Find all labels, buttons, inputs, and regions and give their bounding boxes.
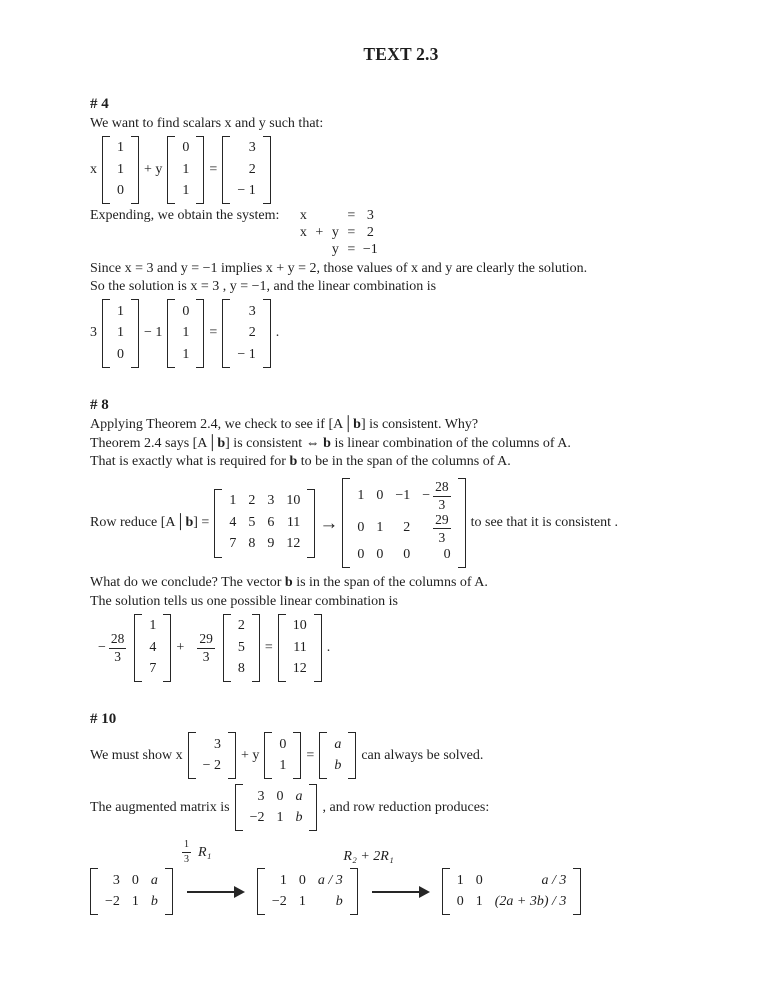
- matrix-cell: 1: [475, 894, 483, 910]
- arrow-right-icon: [372, 891, 428, 893]
- matrix-cell: 1: [229, 493, 237, 509]
- matrix-cell: 12: [286, 536, 301, 552]
- bracket-left-icon: [223, 614, 231, 683]
- bracket-left-icon: [214, 489, 222, 558]
- bracket-left-icon: [222, 299, 230, 368]
- matrix-cell: +: [315, 225, 324, 241]
- fraction: [109, 632, 127, 664]
- problem-4-system: [90, 208, 712, 258]
- matrix-cell: [311, 242, 327, 259]
- matrix-cell: 0: [456, 894, 464, 910]
- matrix-grid: [175, 135, 196, 206]
- matrix-cell: 0: [443, 547, 451, 563]
- matrix-cell: 1: [279, 758, 287, 774]
- matrix-grid: [230, 135, 262, 206]
- row-operation-labels: [90, 840, 712, 865]
- bracket-left-icon: [319, 732, 327, 779]
- matrix-cell: −2: [249, 810, 265, 826]
- matrix-cell: 7: [149, 661, 157, 677]
- matrix-cell: =: [347, 208, 356, 224]
- matrix-cell: 1: [182, 325, 190, 341]
- section-problem-10: [90, 710, 712, 916]
- matrix-cell: a / 3: [541, 872, 567, 888]
- bracket-left-icon: [222, 136, 230, 205]
- matrix-cell: 1: [117, 161, 124, 177]
- matrix-cell: [176, 840, 198, 865]
- bracket-left-icon: [167, 299, 175, 368]
- fraction-sign: −: [422, 487, 431, 503]
- matrix-cell: =: [347, 241, 356, 257]
- bracket-right-icon: [196, 136, 204, 205]
- bracket-left-icon: [342, 478, 350, 568]
- problem-4-vector-equation: [90, 135, 712, 206]
- matrix-cell: a: [150, 872, 158, 888]
- matrix-grid: [222, 488, 307, 559]
- matrix-cell: [416, 480, 456, 512]
- matrix-cell: 0: [279, 736, 287, 752]
- fraction-sign: −: [98, 639, 106, 655]
- equals-sign: =: [209, 161, 218, 177]
- problem-10-heading: # 10: [90, 711, 117, 728]
- bracket-left-icon: [102, 136, 110, 205]
- matrix-cell: 1: [276, 810, 284, 826]
- period: .: [326, 639, 331, 655]
- problem-4-heading: # 4: [90, 96, 109, 112]
- bracket-left-icon: [167, 136, 175, 205]
- matrix-cell: 0: [182, 303, 190, 319]
- bracket-left-icon: [102, 299, 110, 368]
- matrix-cell: 0: [117, 346, 124, 362]
- matrix-cell: −2: [105, 894, 120, 910]
- matrix-grid: [295, 208, 381, 258]
- matrix-cell: 0: [475, 872, 483, 888]
- matrix-cell: 0: [376, 547, 384, 563]
- section-problem-4: [90, 95, 712, 369]
- matrix-grid: [286, 613, 314, 684]
- matrix-cell: −1: [362, 241, 378, 257]
- matrix-cell: a: [295, 788, 303, 804]
- fraction-coefficient: [92, 632, 132, 664]
- one-third-fraction: [176, 840, 198, 865]
- problem-8-conclusion-line: What do we conclude? The vector b is in the span of the columns of A.: [90, 575, 488, 591]
- bracket-right-icon: [263, 136, 271, 205]
- matrix-grid: [272, 731, 293, 780]
- bracket-right-icon: [309, 784, 317, 831]
- scalar-x-label: x: [90, 161, 97, 177]
- matrix-cell: 3: [112, 872, 120, 888]
- equals-sign: =: [209, 325, 218, 341]
- period: .: [275, 325, 280, 341]
- matrix-cell: −2: [271, 894, 287, 910]
- row-reduction-label: , and row reduction produces:: [322, 799, 490, 815]
- matrix-cell: x: [299, 225, 307, 241]
- problem-8-line-1: Applying Theorem 2.4, we check to see if [A│b] is consistent. Why?: [90, 416, 479, 432]
- matrix-cell: 0: [182, 140, 190, 156]
- matrix-cell: y: [331, 241, 339, 257]
- problem-8-line-3: That is exactly what is required for b to be in the span of the columns of A.: [90, 454, 511, 470]
- matrix-cell: 1: [279, 872, 287, 888]
- bracket-right-icon: [196, 299, 204, 368]
- bracket-right-icon: [228, 732, 236, 779]
- problem-4-intro: We want to find scalars x and y such that:: [90, 116, 324, 131]
- plus-sign: +: [176, 639, 185, 655]
- bracket-right-icon: [165, 868, 173, 915]
- problem-8-solution-line: The solution tells us one possible linear combination is: [90, 594, 398, 610]
- matrix-cell: 1: [357, 487, 365, 503]
- matrix-grid: [196, 731, 228, 780]
- bracket-right-icon: [293, 732, 301, 779]
- matrix-grid: [450, 867, 574, 916]
- problem-4-since-line: Since x = 3 and y = −1 implies x + y = 2, those values of x and y are clearly the solution.: [90, 260, 588, 276]
- problem-8-heading: # 8: [90, 396, 109, 413]
- matrix-grid: [110, 135, 131, 206]
- fraction-denominator: 3: [184, 853, 189, 865]
- matrix-cell: 3: [248, 140, 256, 156]
- matrix: [134, 613, 171, 684]
- matrix-cell: 2: [248, 325, 256, 341]
- matrix: [222, 298, 270, 369]
- row-op-one-third-r1: [176, 840, 211, 865]
- bracket-right-icon: [263, 299, 271, 368]
- equals-sign: =: [306, 747, 315, 763]
- problem-8-row-reduction: [90, 477, 712, 569]
- matrix-cell: [295, 242, 311, 259]
- matrix: [235, 783, 318, 832]
- page-title: TEXT 2.3: [363, 44, 439, 64]
- fraction-denominator: 3: [114, 649, 122, 665]
- matrix-cell: 0: [357, 547, 365, 563]
- bracket-right-icon: [314, 614, 322, 683]
- matrix: [188, 731, 236, 780]
- fraction: [197, 632, 215, 664]
- matrix: [102, 135, 139, 206]
- fraction-denominator: 3: [438, 529, 446, 545]
- matrix: [264, 731, 301, 780]
- matrix: [278, 613, 322, 684]
- bracket-right-icon: [350, 868, 358, 915]
- consistent-label: to see that it is consistent .: [470, 514, 618, 530]
- matrix-cell: 3: [267, 493, 275, 509]
- matrix-cell: 1: [182, 183, 190, 199]
- matrix-cell: 1: [117, 140, 124, 156]
- problem-10-augmented-matrix-line: [90, 783, 712, 832]
- matrix: [102, 298, 139, 369]
- bracket-right-icon: [458, 478, 466, 568]
- matrix-cell: 0: [131, 872, 139, 888]
- matrix-cell: 1: [456, 872, 464, 888]
- bracket-left-icon: [90, 868, 98, 915]
- problem-10-row-reduction-chain: [90, 867, 712, 916]
- fraction-denominator: 3: [438, 497, 446, 513]
- matrix-grid: [231, 613, 252, 684]
- matrix-cell: b: [295, 810, 303, 826]
- bracket-left-icon: [278, 614, 286, 683]
- matrix-cell: − 2: [202, 758, 221, 774]
- matrix-cell: 10: [292, 618, 307, 634]
- always-solved-label: can always be solved.: [361, 747, 484, 763]
- matrix: [222, 135, 270, 206]
- matrix-cell: 2: [248, 161, 256, 177]
- matrix-grid: [243, 783, 310, 832]
- matrix-cell: 1: [149, 618, 157, 634]
- fraction: [433, 480, 451, 512]
- matrix-cell: 8: [248, 536, 256, 552]
- matrix-cell: − 1: [237, 183, 256, 199]
- matrix-grid: [327, 731, 348, 780]
- row-op-r2-plus-2r1: R₂ + 2R₁: [343, 848, 394, 864]
- matrix-cell: − 1: [237, 346, 256, 362]
- fraction-numerator: 29: [433, 513, 451, 530]
- section-problem-8: [90, 396, 712, 684]
- matrix: [223, 613, 260, 684]
- must-show-label: We must show x: [90, 747, 183, 763]
- matrix-grid: [98, 867, 165, 916]
- matrix-cell: 1: [298, 894, 306, 910]
- arrow-right-icon: [187, 891, 243, 893]
- matrix-grid: [175, 298, 196, 369]
- plus-y-label: + y: [144, 161, 163, 177]
- matrix-cell: 0: [376, 487, 384, 503]
- matrix-cell: 3: [214, 736, 221, 752]
- matrix-grid: [350, 477, 457, 569]
- matrix-cell: [311, 208, 327, 225]
- plus-y-label: + y: [241, 747, 260, 763]
- matrix-cell: [327, 208, 343, 225]
- matrix-grid: [110, 298, 131, 369]
- matrix-cell: 9: [267, 536, 275, 552]
- fraction-numerator: 28: [433, 480, 451, 497]
- matrix: [442, 867, 582, 916]
- bracket-left-icon: [134, 614, 142, 683]
- matrix-cell: y: [331, 225, 339, 241]
- bracket-right-icon: [348, 732, 356, 779]
- matrix-cell: 11: [286, 514, 301, 530]
- matrix-cell: 5: [237, 639, 245, 655]
- matrix-cell: 1: [117, 303, 124, 319]
- bracket-right-icon: [307, 489, 315, 558]
- matrix-cell: [191, 632, 221, 664]
- bracket-left-icon: [264, 732, 272, 779]
- matrix: [167, 135, 204, 206]
- bracket-right-icon: [131, 136, 139, 205]
- matrix-cell: 10: [286, 493, 301, 509]
- matrix-cell: 0: [357, 520, 365, 536]
- matrix-cell: 7: [229, 536, 237, 552]
- matrix-grid: [265, 867, 350, 916]
- matrix-cell: 4: [149, 639, 157, 655]
- matrix-cell: 0: [403, 547, 411, 563]
- coefficient-3-label: 3: [90, 325, 97, 341]
- bracket-right-icon: [163, 614, 171, 683]
- matrix-cell: 1: [376, 520, 384, 536]
- fraction-numerator: 29: [197, 632, 215, 649]
- fraction-coefficient: [191, 632, 221, 664]
- equals-sign: =: [264, 639, 273, 655]
- matrix-cell: 4: [229, 514, 237, 530]
- matrix: [167, 298, 204, 369]
- bracket-left-icon: [188, 732, 196, 779]
- fraction: [433, 513, 451, 545]
- matrix-cell: (2a + 3b) / 3: [494, 894, 567, 910]
- problem-8-line-2: Theorem 2.4 says [A│b] is consistent ⇔ b is linear combination of the columns of A.: [90, 435, 571, 451]
- matrix-cell: b: [334, 758, 342, 774]
- matrix-cell: 1: [117, 325, 124, 341]
- augmented-matrix-label: The augmented matrix is: [90, 799, 230, 815]
- matrix-cell: =: [347, 225, 356, 241]
- matrix-cell: 3: [257, 788, 265, 804]
- row-reduce-label: Row reduce [A│b] =: [90, 514, 210, 530]
- matrix-cell: 12: [292, 661, 307, 677]
- problem-8-linear-combination: [90, 613, 712, 684]
- arrow-right-icon: →: [319, 512, 339, 534]
- minus-1-label: − 1: [144, 325, 163, 341]
- bracket-right-icon: [573, 868, 581, 915]
- r1-label: R₁: [198, 844, 212, 860]
- bracket-left-icon: [257, 868, 265, 915]
- matrix-cell: b: [335, 894, 343, 910]
- matrix-cell: 2: [237, 618, 245, 634]
- matrix-cell: 0: [276, 788, 284, 804]
- matrix-cell: 6: [267, 514, 275, 530]
- matrix: [257, 867, 358, 916]
- matrix-cell: 0: [298, 872, 306, 888]
- matrix-cell: 8: [237, 661, 245, 677]
- matrix-cell: 3: [366, 208, 374, 224]
- matrix-cell: 2: [248, 493, 256, 509]
- matrix-cell: x: [299, 208, 307, 224]
- matrix-grid: [142, 613, 163, 684]
- problem-4-linear-combination: [90, 298, 712, 369]
- matrix-cell: 1: [182, 161, 190, 177]
- matrix: [214, 488, 315, 559]
- matrix-cell: 2: [403, 520, 411, 536]
- fraction-numerator: 1: [182, 840, 191, 853]
- fraction-denominator: 3: [202, 649, 210, 665]
- bracket-left-icon: [442, 868, 450, 915]
- matrix-cell: 3: [248, 303, 256, 319]
- matrix: [90, 867, 173, 916]
- bracket-right-icon: [252, 614, 260, 683]
- bracket-right-icon: [131, 299, 139, 368]
- problem-10-vector-equation: [90, 731, 712, 780]
- matrix-grid: [230, 298, 262, 369]
- matrix-cell: 0: [117, 183, 124, 199]
- equation-system-grid: [295, 208, 381, 258]
- matrix-cell: [92, 632, 132, 664]
- system-label: Expending, we obtain the system:: [90, 208, 280, 224]
- problem-4-solution-line: So the solution is x = 3 , y = −1, and the linear combination is: [90, 279, 437, 295]
- matrix-cell: [416, 513, 456, 545]
- fraction: [182, 840, 191, 865]
- bracket-left-icon: [235, 784, 243, 831]
- matrix-cell: −1: [395, 487, 411, 503]
- matrix-cell: 2: [366, 225, 374, 241]
- matrix-cell: 11: [293, 639, 307, 655]
- matrix-cell: 5: [248, 514, 256, 530]
- matrix-cell: 1: [182, 346, 190, 362]
- matrix-cell: a / 3: [317, 872, 343, 888]
- matrix: [342, 477, 465, 569]
- fraction-numerator: 28: [109, 632, 127, 649]
- matrix: [319, 731, 356, 780]
- matrix-cell: b: [150, 894, 158, 910]
- matrix-cell: a: [334, 736, 342, 752]
- matrix-cell: 1: [131, 894, 139, 910]
